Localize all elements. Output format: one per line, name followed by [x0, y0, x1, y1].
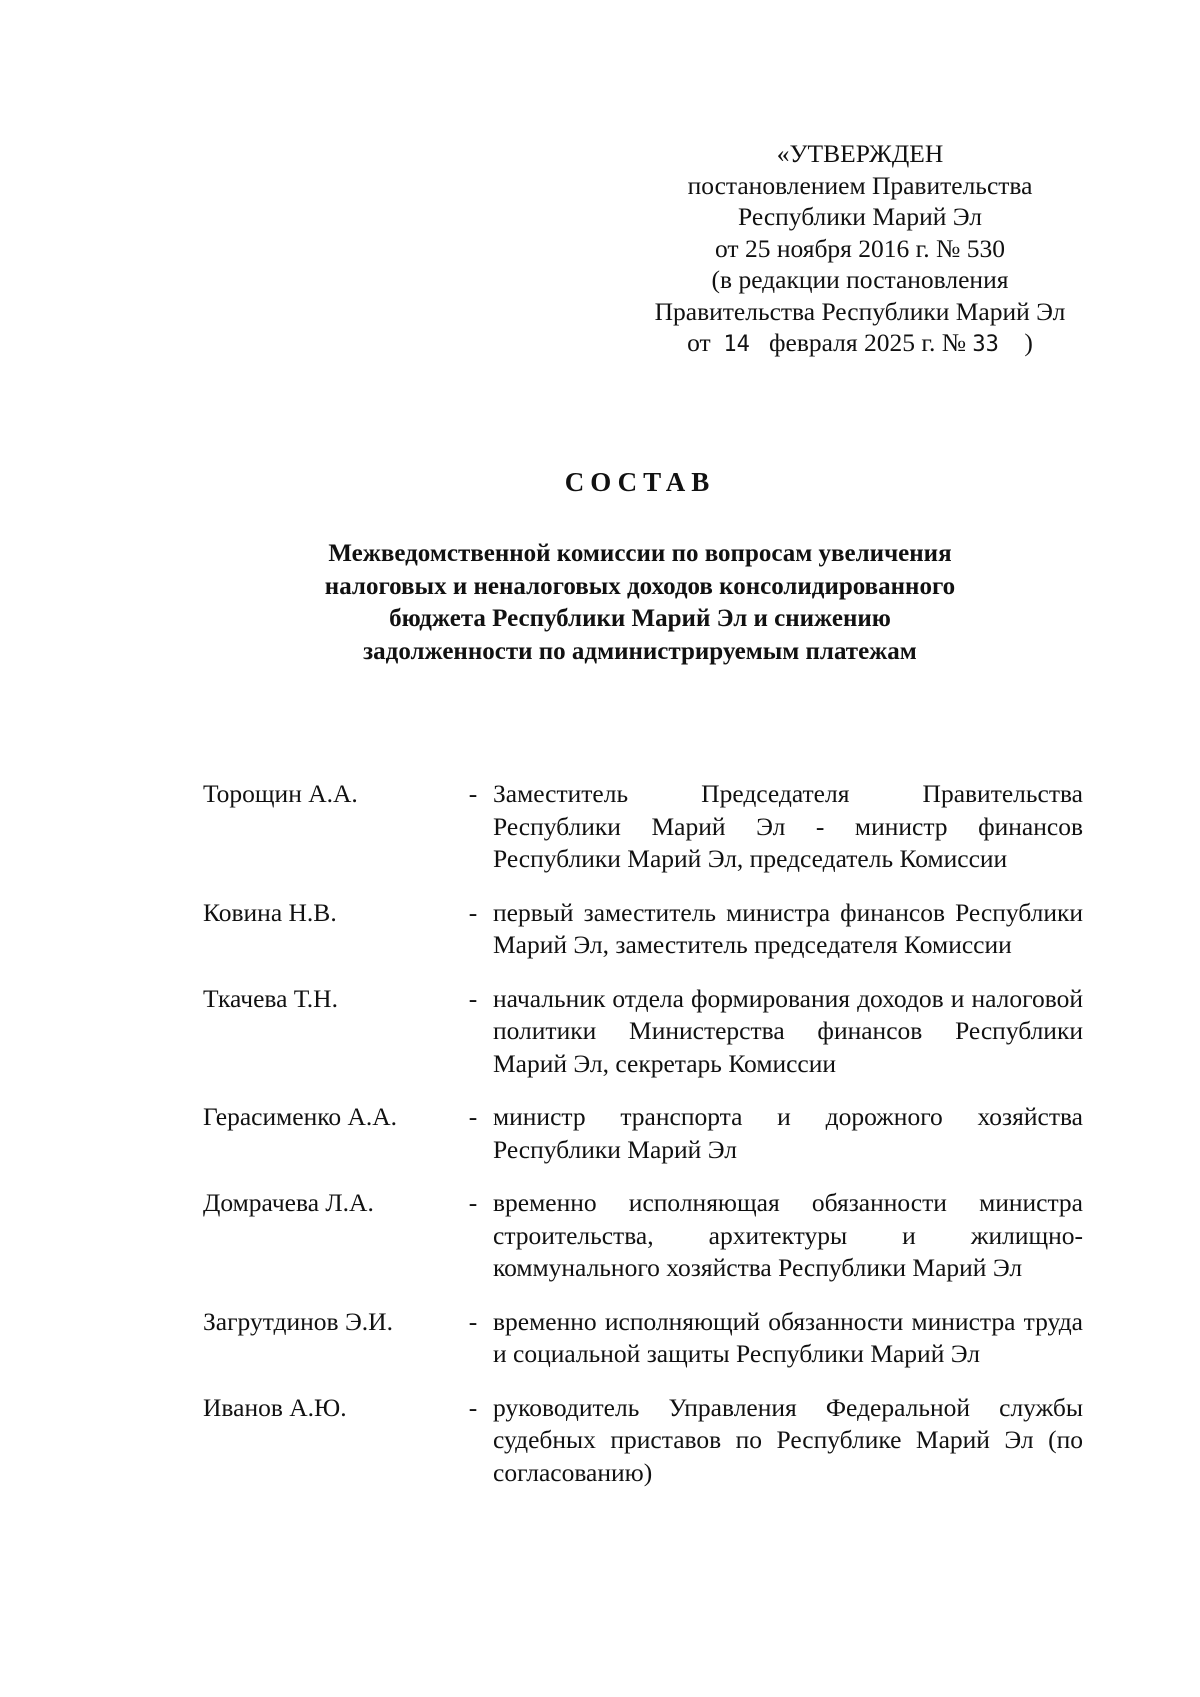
- approval-line-7-middle: февраля 2025 г. №: [769, 328, 967, 357]
- member-name: Ткачева Т.Н.: [203, 983, 338, 1013]
- member-dash: -: [468, 1102, 478, 1131]
- approval-day: 14: [723, 332, 750, 357]
- approval-line-4: от 25 ноября 2016 г. № 530: [715, 233, 1005, 263]
- subtitle-line-2: налоговых и неналоговых доходов консолидированного: [324, 572, 956, 600]
- member-row: [203, 778, 1083, 876]
- member-row: [203, 1392, 1083, 1490]
- subtitle-line-3: бюджета Республики Марий Эл и снижению: [389, 605, 891, 632]
- approval-line-7-prefix: от: [687, 328, 711, 357]
- document-heading: СОСТАВ: [564, 467, 716, 497]
- member-name: Ковина Н.В.: [203, 897, 337, 927]
- member-row: [203, 1101, 1083, 1166]
- approval-line-6: Правительства Республики Марий Эл: [654, 296, 1066, 326]
- approval-line-7: [600, 327, 1120, 361]
- approval-line-2: постановлением Правительства: [687, 170, 1033, 200]
- member-name: Торощин А.А.: [203, 779, 358, 808]
- member-list: [203, 778, 1083, 1510]
- member-position: временно исполняющая обязанности министра строительства, архитектуры и жилищно-коммунального хозяйства Республики Марий Эл: [493, 1188, 1083, 1282]
- member-position: временно исполняющий обязанности министра труда и социальной защиты Республики Марий Эл: [493, 1306, 1083, 1368]
- member-position: начальник отдела формирования доходов и налоговой политики Министерства финансов Республики Марий Эл, секретарь Комиссии: [493, 983, 1083, 1078]
- approval-line-7-suffix: ): [1024, 328, 1033, 357]
- member-row: [203, 983, 1083, 1081]
- member-row: [203, 897, 1083, 962]
- subtitle-line-4: задолженности по администрируемым платежам: [363, 637, 917, 665]
- member-name: Домрачева Л.А.: [203, 1188, 374, 1217]
- member-position: руководитель Управления Федеральной службы судебных приставов по Республике Марий Эл (по согласованию): [493, 1392, 1083, 1487]
- member-dash: -: [468, 1306, 478, 1336]
- approval-number: 33: [972, 332, 999, 357]
- member-dash: -: [468, 1392, 478, 1422]
- approval-line-1: «УТВЕРЖДЕН: [776, 139, 944, 168]
- member-row: [203, 1187, 1083, 1285]
- document-subtitle: [200, 538, 1080, 668]
- member-position: первый заместитель министра финансов Республики Марий Эл, заместитель председателя Комиссии: [493, 897, 1083, 959]
- member-dash: -: [468, 1188, 478, 1217]
- member-name: Загрутдинов Э.И.: [203, 1306, 393, 1336]
- member-dash: -: [468, 779, 478, 808]
- subtitle-line-1: Межведомственной комиссии по вопросам увеличения: [328, 540, 952, 567]
- approval-line-3: Республики Марий Эл: [738, 202, 982, 231]
- member-position: Заместитель Председателя Правительства Республики Марий Эл - министр финансов Республики Марий Эл, председатель Комиссии: [493, 779, 1083, 873]
- member-dash: -: [468, 983, 478, 1013]
- approval-block: [600, 138, 1120, 361]
- member-position: министр транспорта и дорожного хозяйства Республики Марий Эл: [493, 1102, 1083, 1164]
- member-dash: -: [468, 897, 478, 927]
- approval-line-5: (в редакции постановления: [711, 265, 1009, 294]
- member-row: [203, 1306, 1083, 1371]
- member-name: Иванов А.Ю.: [203, 1392, 347, 1422]
- member-name: Герасименко А.А.: [203, 1102, 398, 1131]
